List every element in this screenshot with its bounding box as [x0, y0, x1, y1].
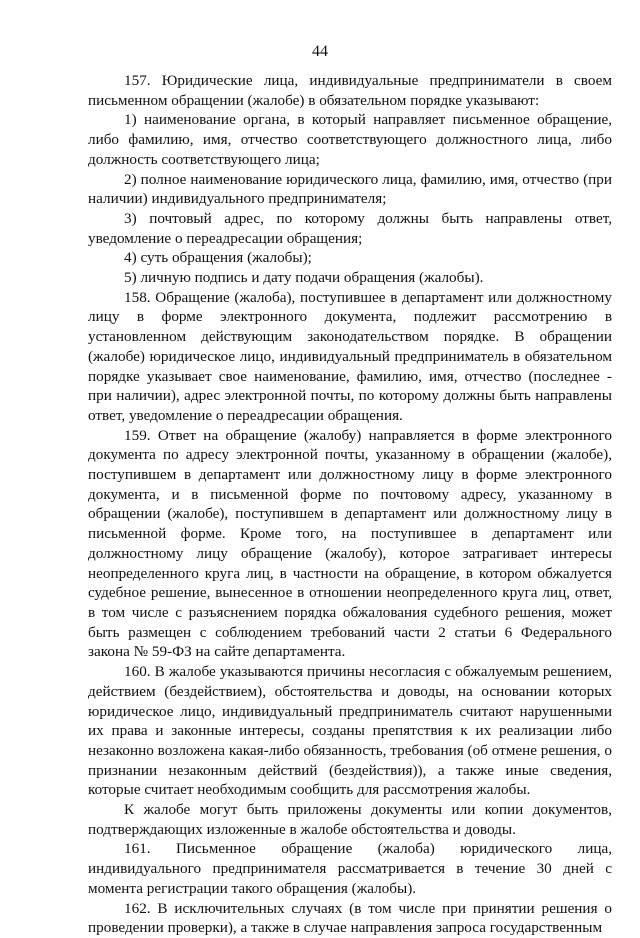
paragraph-157: 157. Юридические лица, индивидуальные предприниматели в своем письменном обращении (жалобе) в обязательном порядке указывают:	[88, 72, 612, 109]
paragraph-161: 161. Письменное обращение (жалоба) юридического лица, индивидуального предпринимателя рассматривается в течение 30 дней с момента регистрации такого обращения (жалобы).	[88, 840, 612, 897]
paragraph-158: 158. Обращение (жалоба), поступившее в департамент или должностному лицу в форме электронного документа, подлежит рассмотрению в установленном действующим законодательством порядке. В обращении (жалобе) юридическое лицо, индивидуальный предприниматель в обязательном порядке указывает свое наименование, фамилию, имя, отчество (последнее - при наличии), адрес электронной почты, по которому должны быть направлены ответ, уведомление о переадресации обращения.	[88, 288, 612, 424]
paragraph-attachments: К жалобе могут быть приложены документы или копии документов, подтверждающих изложенные в жалобе обстоятельства и доводы.	[88, 801, 612, 838]
paragraph-159: 159. Ответ на обращение (жалобу) направляется в форме электронного документа по адресу электронной почты, указанному в обращении (жалобе), поступившем в департамент или должностному лицу в форме электронного документа, и в письменной форме по почтовому адресу, указанному в обращении (жалобе), поступившем в департамент или должностному лицу в письменной форме. Кроме того, на поступившее в департамент или должностному лицу обращение (жалобу), которое затрагивает интересы неопределенного круга лиц, в частности на обращение, в котором обжалуется судебное решение, вынесенное в отношении неопределенного круга лиц, ответ, в том числе с разъяснением порядка обжалования судебного решения, может быть размещен с соблюдением требований части 2 статьи 6 Федерального закона № 59-ФЗ на сайте департамента.	[88, 426, 612, 661]
list-item-1: 1) наименование органа, в который направляет письменное обращение, либо фамилию, имя, отчество соответствующего должностного лица, либо должность соответствующего лица;	[88, 111, 612, 168]
list-item-4: 4) суть обращения (жалобы);	[124, 249, 312, 267]
list-item-5: 5) личную подпись и дату подачи обращения (жалобы).	[124, 269, 484, 287]
paragraph-162: 162. В исключительных случаях (в том числе при принятии решения о проведении проверки), а также в случае направления запроса государственным	[88, 899, 612, 937]
document-body	[88, 71, 612, 938]
paragraph-160: 160. В жалобе указываются причины несогласия с обжалуемым решением, действием (бездействием), обстоятельства и доводы, на основании которых юридическое лицо, индивидуальный предприниматель считают нарушенными их права и законные интересы, созданы препятствия к их реализации либо незаконно возложена какая-либо обязанность, требования (об отмене решения, о признании незаконным действий (бездействия)), а также иные сведения, которые считает необходимым сообщить для рассмотрения жалобы.	[88, 663, 612, 799]
list-item-2: 2) полное наименование юридического лица, фамилию, имя, отчество (при наличии) индивидуального предпринимателя;	[88, 170, 612, 208]
page-number: 44	[312, 43, 328, 60]
list-item-3: 3) почтовый адрес, по которому должны быть направлены ответ, уведомление о переадресации обращения;	[88, 209, 612, 247]
